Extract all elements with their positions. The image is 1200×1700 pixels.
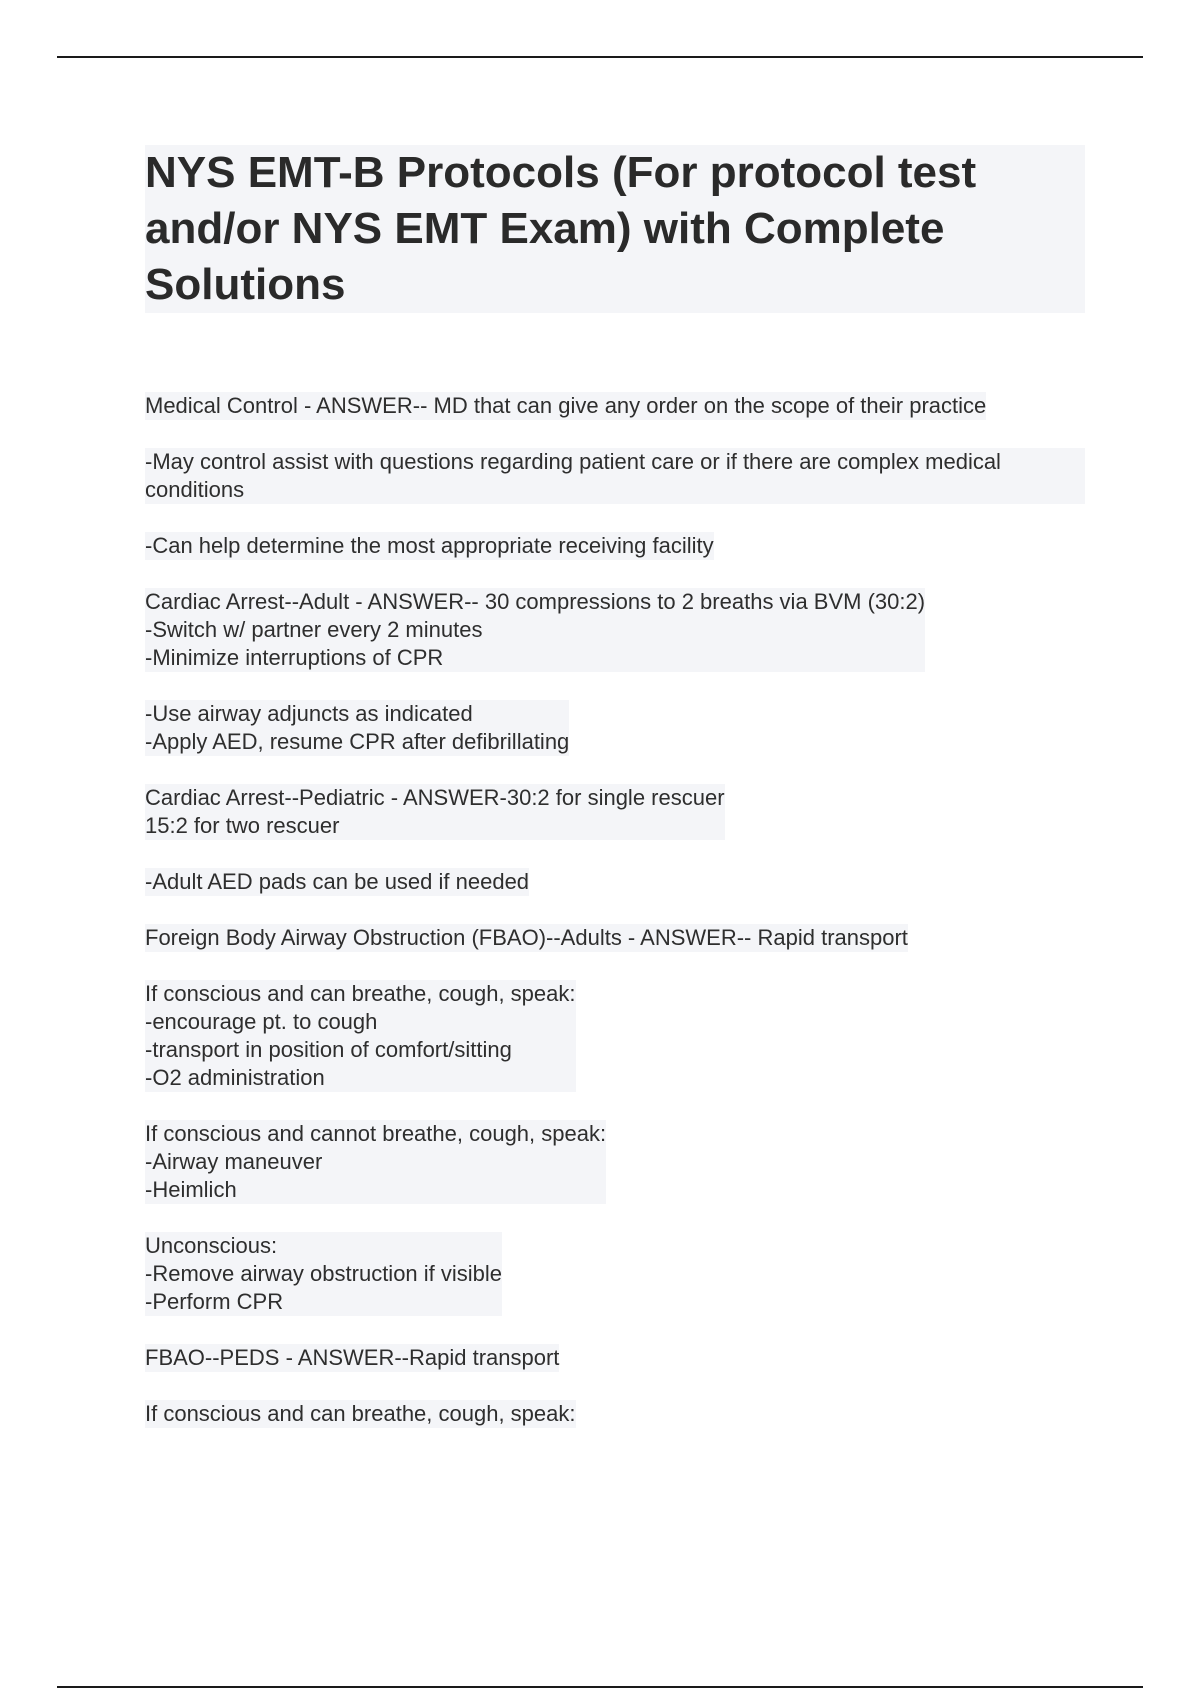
- paragraph-cardiac-arrest-adult: Cardiac Arrest--Adult - ANSWER-- 30 compressions to 2 breaths via BVM (30:2) -Switch w/ partner every 2 minutes -Minimize interruptions of CPR: [145, 589, 926, 670]
- title-block: [145, 145, 1085, 313]
- paragraph-peds-conscious-can-breathe: If conscious and can breathe, cough, speak:: [145, 1401, 576, 1426]
- page-title: NYS EMT-B Protocols (For protocol test and/or NYS EMT Exam) with Complete Solutions: [145, 148, 977, 309]
- paragraph-medical-control-assist: -May control assist with questions regarding patient care or if there are complex medical conditions: [145, 448, 1085, 504]
- paragraph-adult-aed-pads: -Adult AED pads can be used if needed: [145, 869, 530, 894]
- paragraph-fbao-adults: Foreign Body Airway Obstruction (FBAO)--Adults - ANSWER-- Rapid transport: [145, 925, 908, 950]
- top-rule: [57, 56, 1143, 58]
- paragraph-unconscious: Unconscious: -Remove airway obstruction if visible -Perform CPR: [145, 1233, 503, 1314]
- paragraph-conscious-can-breathe: If conscious and can breathe, cough, speak: -encourage pt. to cough -transport in position of comfort/sitting -O2 administration: [145, 981, 576, 1090]
- bottom-rule: [57, 1686, 1143, 1688]
- paragraph-airway-adjuncts: -Use airway adjuncts as indicated -Apply AED, resume CPR after defibrillating: [145, 701, 570, 754]
- paragraph-conscious-cannot-breathe: If conscious and cannot breathe, cough, speak: -Airway maneuver -Heimlich: [145, 1121, 607, 1202]
- paragraph-receiving-facility: -Can help determine the most appropriate receiving facility: [145, 533, 714, 558]
- paragraph-cardiac-arrest-pediatric: Cardiac Arrest--Pediatric - ANSWER-30:2 for single rescuer 15:2 for two rescuer: [145, 785, 725, 838]
- document-body: [145, 392, 1085, 1428]
- paragraph-fbao-peds: FBAO--PEDS - ANSWER--Rapid transport: [145, 1345, 560, 1370]
- paragraph-medical-control: Medical Control - ANSWER-- MD that can give any order on the scope of their practice: [145, 393, 987, 418]
